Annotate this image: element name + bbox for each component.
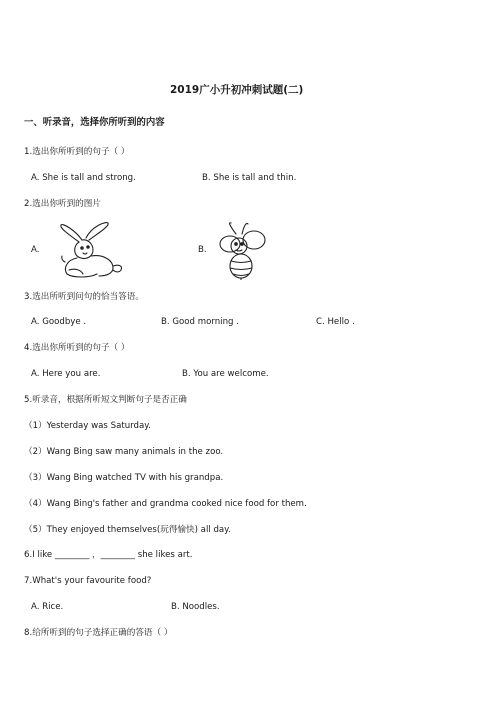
question-7-option-a: A. Rice.	[31, 602, 64, 612]
question-3-stem: 3.选出所听到问句的恰当答语。	[24, 292, 144, 302]
question-6-stem: 6.I like ________ ，________ she likes art.	[24, 550, 193, 560]
question-5-statement-5: （5）They enjoyed themselves(玩得愉快) all day.	[24, 525, 231, 535]
question-2-option-a: A.	[31, 245, 40, 255]
question-5-statement-1: （1）Yesterday was Saturday.	[24, 421, 151, 431]
question-5-statement-3: （3）Wang Bing watched TV with his grandpa.	[24, 473, 224, 483]
question-5-statement-2: （2）Wang Bing saw many animals in the zoo.	[24, 447, 224, 457]
question-7-stem: 7.What's your favourite food?	[24, 576, 152, 586]
question-1-stem: 1.选出你所听到的句子（ ）	[24, 147, 130, 157]
page-title: 2019广小升初冲刺试题(二)	[170, 84, 304, 96]
question-4-stem: 4.选出你所听到的句子（ ）	[24, 343, 130, 353]
section-heading-listening: 一、听录音，选择你所听到的内容	[24, 117, 165, 128]
question-3-option-a: A. Goodbye .	[31, 317, 87, 327]
bee-drawing	[218, 222, 268, 280]
question-7-option-b: B. Noodles.	[171, 602, 220, 612]
question-1-option-b: B. She is tall and thin.	[202, 173, 297, 183]
question-2-option-b: B.	[198, 245, 207, 255]
question-8-stem: 8.给所听到的句子选择正确的答语（ ）	[24, 628, 173, 638]
question-2-stem: 2.选出你听到的图片	[24, 199, 101, 209]
question-3-option-b: B. Good morning .	[161, 317, 239, 327]
question-5-statement-4: （4）Wang Bing's father and grandma cooked nice food for them.	[24, 499, 307, 509]
question-1-option-a: A. She is tall and strong.	[31, 173, 136, 183]
question-4-option-a: A. Here you are.	[31, 369, 101, 379]
rabbit-drawing	[55, 220, 127, 278]
question-3-option-c: C. Hello .	[316, 317, 355, 327]
question-4-option-b: B. You are welcome.	[182, 369, 269, 379]
question-5-stem: 5.听录音，根据所听短文判断句子是否正确	[24, 395, 187, 405]
